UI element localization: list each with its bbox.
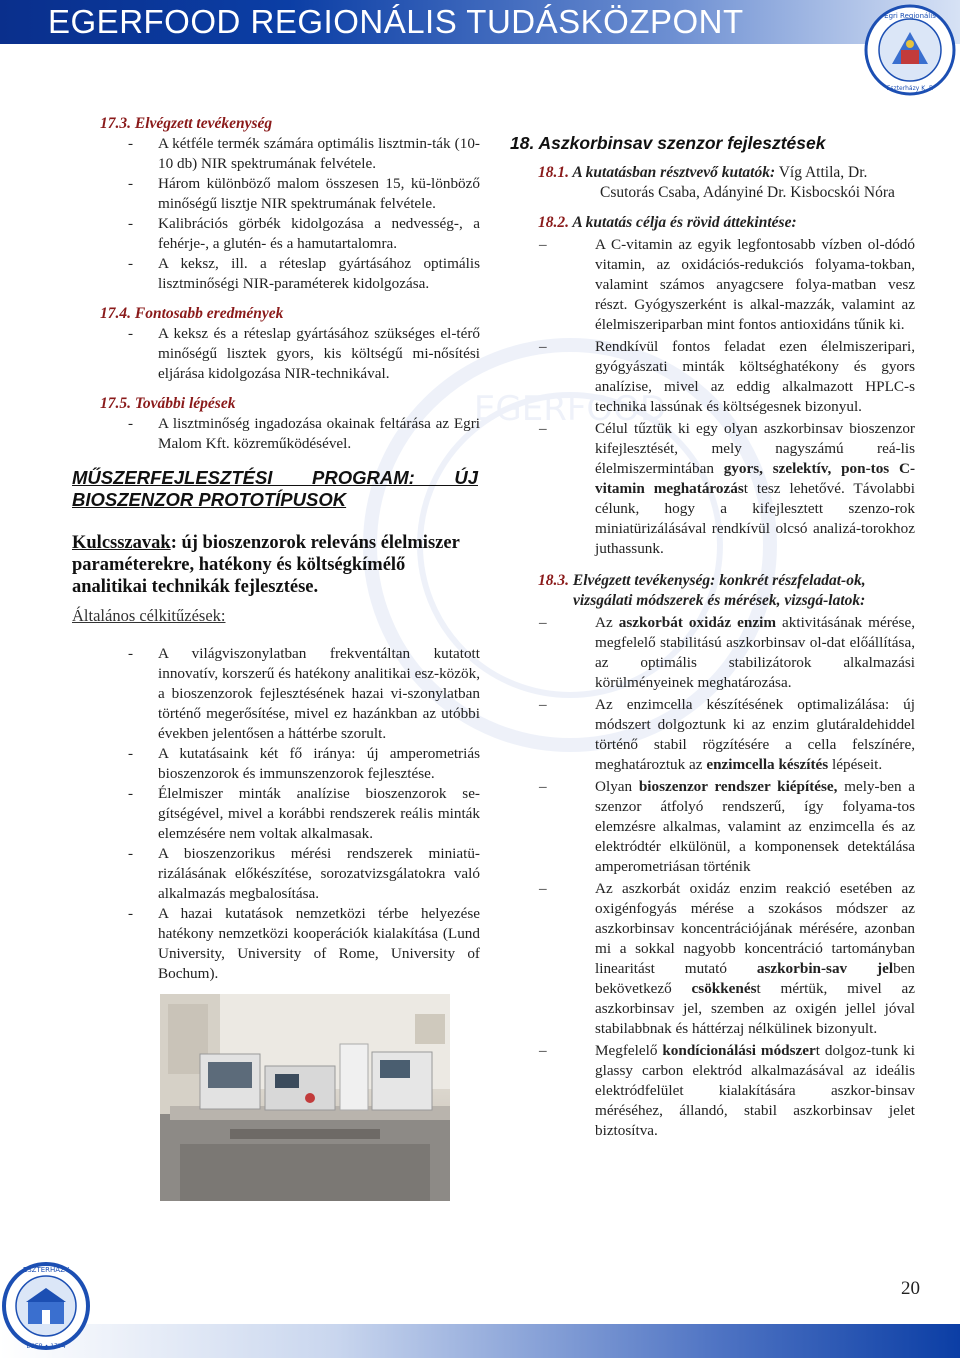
section-18-1-names-2: Csutorás Csaba, Adányiné Dr. Kisbocskói Nóra: [600, 184, 895, 201]
page-number: 20: [901, 1278, 920, 1299]
section-18-3-label: Elvégzett tevékenység: konkrét részfeladat-ok, vizsgálati módszerek és mérések, vizsgá-latok:: [572, 572, 866, 609]
list-item: [538, 777, 915, 877]
header-title: EGERFOOD REGIONÁLIS TUDÁSKÖZPONT: [48, 3, 744, 40]
list-item-bold: kondícionálási módszer: [662, 1042, 816, 1059]
list-item-text: mely-ben a szenzor átfolyó rendszerű, így folyama-tos elemzésre alkalmas, valamint az enzimcella és az elektródtér elkülönül, a komponensek detektálása amperometriásan történik: [595, 778, 915, 875]
keywords-text: : új bioszenzorok releváns élelmiszer paraméterekre, hatékony és költségkímélő analitikai technikák fejlesztése.: [72, 533, 460, 597]
section-18-1: [538, 163, 915, 203]
list-item-text: t mértük, mivel az aszkorbinsav jel, szemben az oxigén jellel jóval stabilabbnak és háttérzaj nélkülinek bizonyult.: [595, 980, 916, 1037]
list-item-bold: gyors, szelektív, pon-tos C-vitamin meghatározás: [595, 460, 916, 497]
svg-text:EGERFOOD: EGERFOOD: [473, 389, 667, 429]
section-17-4-title: 17.4. Fontosabb eredmények: [100, 305, 284, 322]
list-item-text: Olyan: [595, 778, 639, 795]
list-item-text: t dolgoz-tunk ki glassy carbon elektród alkalmazásával az ideális elektródfelület kialakítására aszkor-binsav méréséhez, állandó, stabil aszkorbinsav jelet biztosítva.: [595, 1042, 915, 1139]
aims-label: Általános célkitűzések:: [72, 606, 226, 625]
list-item: [538, 419, 915, 559]
list-item-bold: aszkorbát oxidáz enzim: [618, 614, 776, 631]
list-item-text: Célul tűztük ki egy olyan aszkorbinsav bioszenzor kifejlesztését, mely nagyszámú reá-lis élelmiszermintában: [595, 420, 915, 477]
footer-bar: [0, 1324, 960, 1358]
list-item-text: Megfelelő: [595, 1042, 663, 1059]
keywords-label: Kulcsszavak: [72, 533, 171, 553]
list-item-text: aktivitásának mérése, megfelelő stabilitású aszkorbinsav ol-dat előállítása, az optimális stabilizátorok alkalmazási körülményeinek meghatározása.: [595, 614, 915, 691]
svg-text:ESZTERHÁZY: ESZTERHÁZY: [22, 1266, 70, 1274]
section-18-3-list: [538, 613, 915, 1141]
list-item: - A keksz, ill. a réteslap gyártásához optimális lisztminőségi NIR-paraméterek kidolgozása.: [100, 254, 480, 294]
section-18-1-label: A kutatásban résztvevő kutatók:: [572, 164, 776, 181]
list-item-text: Az aszkorbát oxidáz enzim reakció esetében az oxigénfogyás mérése a szokásos módszer az aszkorbinsav koncentrációjának mérésére, azonban mi a sokkal nagyobb koncentráció tartományban linearitást mutató: [595, 880, 915, 977]
section-18-2-number: 18.2.: [538, 214, 569, 231]
page-header: [0, 0, 960, 44]
section-18-2: [538, 213, 915, 233]
list-item: – A C-vitamin az egyik legfontosabb vízben ol-dódó vitamin, az oxidációs-redukciós folyama-tokban, valamint számos anyagcsere folya-matban vesz részt. Gyógyszerként is alkal-mazzák, valamint az élelmiszeriparban mint fontos antioxidáns tűnik ki.: [538, 235, 915, 335]
svg-text:EGER • 1774: EGER • 1774: [26, 1343, 66, 1350]
list-item-bold: csökkenés: [691, 980, 757, 997]
right-column: [510, 133, 915, 1143]
section-17-5-title: 17.5. További lépések: [100, 395, 236, 412]
list-item: - Élelmiszer minták analízise bioszenzorok se-gítségével, mivel a korábbi rendszerek reális minták elemzésére nem voltak alkalmasak.: [100, 784, 480, 844]
section-18-2-label: A kutatás célja és rövid áttekintése:: [572, 214, 797, 231]
list-item: - A kutatásaink két fő iránya: új amperometriás bioszenzorok és immunszenzorok fejlesztése.: [100, 744, 480, 784]
list-item: – Rendkívül fontos feladat ezen élelmiszeripari, gyógyászati minták költséghatékony és gyors analízise, mivel az eddig alkalmazott HPLC-s technika lassúnak és költségesnek bizonyul.: [538, 337, 915, 417]
left-column: [72, 114, 480, 1201]
section-18-3: [538, 571, 915, 611]
list-item-text: Az: [595, 614, 619, 631]
list-item-bold: enzimcella készítés: [706, 756, 829, 773]
list-item: - Három különböző malom összesen 15, kü-lönböző minőségű lisztje NIR spektrumának felvétele.: [100, 174, 480, 214]
section-17-5-list: [100, 414, 480, 454]
list-item: - Kalibrációs görbék kidolgozása a nedvesség-, a fehérje-, a glutén- és a hamutartalomra.: [100, 214, 480, 254]
list-item: - A kétféle termék számára optimális lisztmin-ták (10-10 db) NIR spektrumának felvétele.: [100, 134, 480, 174]
list-item: - A hazai kutatások nemzetközi térbe helyezése hatékony nemzetközi kooperációk kialakítása (Lund University, University of Rome, University of Bochum).: [100, 904, 480, 984]
list-item-text: ben bekövetkező: [595, 960, 915, 997]
section-17-4-list: [100, 324, 480, 384]
program-title-line-2: BIOSZENZOR PROTOTÍPUSOK: [72, 489, 347, 510]
section-18-3-number: 18.3.: [538, 572, 569, 589]
list-item: [538, 613, 915, 693]
list-item: [538, 879, 915, 1039]
section-18-1-names-1: Víg Attila, Dr.: [775, 164, 868, 181]
aims-list: [100, 644, 480, 984]
laboratory-photo: [160, 994, 450, 1201]
list-item: - A keksz és a réteslap gyártásához szükséges el-térő minőségű lisztek gyors, kis költségű mi-nősítési eljárása kidolgozása NIR-technikával.: [100, 324, 480, 384]
list-item-text: t tesz lehetővé. Távolabbi célunk, hogy a kifejlesztett szenzo-rok miniatürizálásával rendkívül olcsó analizá-torokhoz juthassunk.: [595, 480, 915, 557]
egri-regionalis-seal-logo: [864, 4, 956, 96]
section-18-title: 18. Aszkorbinsav szenzor fejlesztések: [510, 133, 826, 153]
list-item: - A lisztminőség ingadozása okainak feltárása az Egri Malom Kft. közreműködésével.: [100, 414, 480, 454]
list-item: - A bioszenzorikus mérési rendszerek miniatü-rizálásának előkészítése, sorozatvizsgálatokra való alkalmazás megbalosítása.: [100, 844, 480, 904]
eszterhazy-karoly-foiskola-seal-logo: [2, 1256, 90, 1356]
svg-text:Eszterházy K. F.: Eszterházy K. F.: [886, 85, 934, 92]
section-18-2-list: [538, 235, 915, 559]
laboratory-photo-illustration: [160, 994, 450, 1201]
section-18-1-number: 18.1.: [538, 164, 569, 181]
list-item-text: lépéseit.: [828, 756, 883, 773]
list-item-bold: bioszenzor rendszer kiépítése,: [638, 778, 838, 795]
list-item: [538, 695, 915, 775]
svg-text:Egri Regionális: Egri Regionális: [884, 12, 936, 20]
list-item: - A világviszonylatban frekventáltan kutatott innovatív, korszerű és hatékony analitikai esz-közök, a bioszenzorok fejlesztésének hazai vi-szonylatban történő megerősítése, mivel ez hazánkban az utóbbi években jelentősen a háttérbe szorult.: [100, 644, 480, 744]
keywords-paragraph: [72, 532, 478, 598]
list-item: [538, 1041, 915, 1141]
section-17-3-list: [100, 134, 480, 294]
list-item-bold: aszkorbin-sav jel: [756, 960, 894, 977]
program-title-line-1: MŰSZERFEJLESZTÉSI PROGRAM: ÚJ: [72, 467, 478, 488]
list-item-text: Az enzimcella készítésének optimalizálása: új módszert dolgoztunk ki az enzim glutáraldehiddel történő stabil rögzítésére a cella felszínére, meghatároztuk az: [595, 696, 915, 773]
section-17-3-title: 17.3. Elvégzett tevékenység: [100, 115, 273, 132]
